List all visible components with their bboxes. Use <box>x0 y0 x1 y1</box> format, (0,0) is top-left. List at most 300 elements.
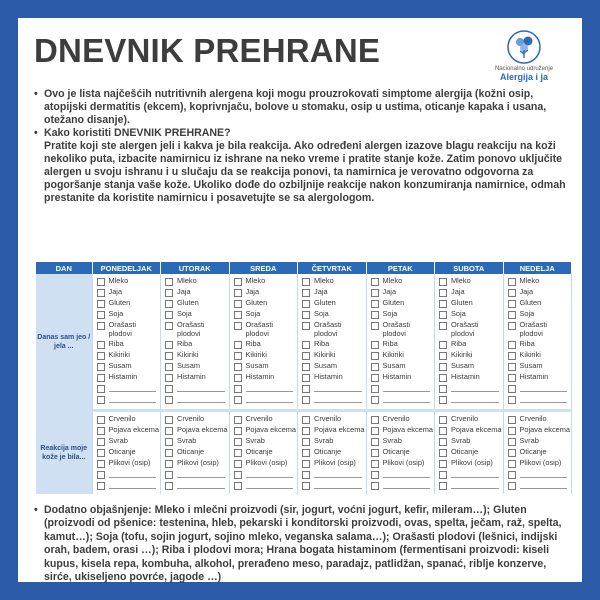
checkbox[interactable] <box>508 482 516 490</box>
checkbox[interactable] <box>97 482 105 490</box>
logo-name: Alergija i ja <box>499 72 549 82</box>
checkbox[interactable] <box>165 352 173 360</box>
header-day-3: SREDA <box>229 262 298 274</box>
checkbox[interactable] <box>302 449 310 457</box>
checkbox[interactable] <box>439 300 447 308</box>
item-label: Orašasti plodovi <box>382 320 411 338</box>
checkbox[interactable] <box>97 311 105 319</box>
checkbox[interactable] <box>508 341 516 349</box>
item-label: Histamin <box>177 372 206 382</box>
reaction-row-day-3 <box>229 412 298 494</box>
list-item <box>302 310 366 319</box>
item-label: Plikovi (osip) <box>382 458 425 468</box>
checkbox[interactable] <box>165 300 173 308</box>
blank-entry <box>97 384 161 393</box>
checkbox[interactable] <box>234 471 242 479</box>
checkbox[interactable] <box>371 449 379 457</box>
checkbox[interactable] <box>508 449 516 457</box>
blank-line[interactable] <box>314 470 362 478</box>
blank-line[interactable] <box>451 470 499 478</box>
blank-line[interactable] <box>246 470 294 478</box>
item-label: Gluten <box>451 298 473 307</box>
list-item <box>371 321 435 338</box>
list-item <box>439 351 503 360</box>
list-item <box>302 299 366 308</box>
blank-line[interactable] <box>383 481 431 489</box>
checkbox[interactable] <box>439 322 447 330</box>
item-label: Gluten <box>314 298 336 307</box>
checkbox[interactable] <box>302 300 310 308</box>
checkbox[interactable] <box>302 416 310 424</box>
checkbox[interactable] <box>439 460 447 468</box>
checkbox[interactable] <box>234 352 242 360</box>
blank-line[interactable] <box>177 470 225 478</box>
reaction-row-day-6 <box>435 412 504 494</box>
list-item <box>97 448 161 457</box>
list-item <box>165 299 229 308</box>
list-item <box>371 340 435 349</box>
item-label: Soja <box>519 309 535 318</box>
intro-text <box>34 88 572 205</box>
checkbox[interactable] <box>508 438 516 446</box>
checkbox[interactable] <box>165 278 173 286</box>
item-label: Riba <box>177 339 193 349</box>
header-day-2: UTORAK <box>161 262 230 274</box>
checkbox[interactable] <box>439 471 447 479</box>
item-label: Susam <box>177 361 201 371</box>
logo-subtitle: Nacionalno udruženje <box>494 66 554 72</box>
list-item <box>97 459 161 468</box>
item-label: Gluten <box>108 298 131 307</box>
checkbox[interactable] <box>371 289 379 297</box>
list-item <box>234 299 298 308</box>
checkbox[interactable] <box>439 385 447 393</box>
checkbox[interactable] <box>371 300 379 308</box>
item-label: Orašasti plodovi <box>451 320 479 338</box>
food-row-label: Danas sam jeo / jela ... <box>36 274 92 409</box>
list-item <box>439 373 503 382</box>
checkbox[interactable] <box>97 396 105 404</box>
blank-entry <box>97 470 161 479</box>
checkbox[interactable] <box>165 385 173 393</box>
checkbox[interactable] <box>234 396 242 404</box>
blank-line[interactable] <box>177 395 225 403</box>
blank-line[interactable] <box>109 481 157 489</box>
blank-line[interactable] <box>520 395 568 403</box>
item-label: Jaja <box>382 287 397 296</box>
checkbox[interactable] <box>302 289 310 297</box>
item-label: Svrab <box>314 436 334 446</box>
list-item <box>302 437 366 446</box>
list-item <box>508 459 572 468</box>
blank-line[interactable] <box>520 481 568 489</box>
checkbox[interactable] <box>97 341 105 349</box>
checkbox[interactable] <box>234 482 242 490</box>
blank-line[interactable] <box>314 481 362 489</box>
checkbox[interactable] <box>302 341 310 349</box>
item-label: Crvenilo <box>382 414 410 424</box>
checkbox[interactable] <box>234 289 242 297</box>
checkbox[interactable] <box>234 385 242 393</box>
list-item <box>371 299 435 308</box>
checkbox[interactable] <box>165 427 173 435</box>
checkbox[interactable] <box>234 341 242 349</box>
checkbox[interactable] <box>508 300 516 308</box>
checkbox[interactable] <box>165 482 173 490</box>
list-item <box>234 448 298 457</box>
checkbox[interactable] <box>439 278 447 286</box>
blank-entry <box>439 470 503 479</box>
item-label: Mleko <box>108 276 129 285</box>
checkbox[interactable] <box>371 396 379 404</box>
blank-entry <box>439 481 503 490</box>
checkbox[interactable] <box>508 471 516 479</box>
item-label: Orašasti plodovi <box>108 320 137 338</box>
item-label: Pojava ekcema <box>177 425 228 435</box>
list-item <box>439 426 503 435</box>
checkbox[interactable] <box>371 385 379 393</box>
checkbox[interactable] <box>508 289 516 297</box>
item-label: Histamin <box>382 372 412 382</box>
checkbox[interactable] <box>371 322 379 330</box>
item-label: Oticanje <box>177 447 205 457</box>
checkbox[interactable] <box>234 278 242 286</box>
checkbox[interactable] <box>97 471 105 479</box>
checkbox[interactable] <box>302 352 310 360</box>
checkbox[interactable] <box>165 374 173 382</box>
list-item <box>371 288 435 297</box>
list-item <box>234 459 298 468</box>
intro-bullet-2-title: Kako koristiti DNEVNIK PREHRANE? <box>44 127 231 139</box>
list-item <box>302 362 366 371</box>
checkbox[interactable] <box>234 322 242 330</box>
checkbox[interactable] <box>165 363 173 371</box>
checkbox[interactable] <box>234 374 242 382</box>
intro-bullet-1-text: Ovo je lista najčešćih nutritivnih alergena koji mogu prouzrokovati simptome alergija (kožni osip, atopijski dermatitis (ekcem), koprivnjaču, bolove u stomaku, osip u ustima, oticanje kapaka i usana, otežano disanje). <box>44 88 547 126</box>
checkbox[interactable] <box>439 311 447 319</box>
list-item <box>234 310 298 319</box>
item-label: Riba <box>519 339 535 349</box>
blank-line[interactable] <box>314 384 362 392</box>
blank-line[interactable] <box>314 395 362 403</box>
item-label: Gluten <box>519 298 542 307</box>
list-item <box>371 373 435 382</box>
item-label: Histamin <box>108 372 138 382</box>
list-item <box>371 362 435 371</box>
item-label: Mleko <box>177 276 197 285</box>
checkbox[interactable] <box>371 352 379 360</box>
blank-line[interactable] <box>520 470 568 478</box>
checkbox[interactable] <box>302 322 310 330</box>
food-row-day-5 <box>366 274 435 409</box>
item-label: Susam <box>451 361 475 371</box>
blank-entry <box>371 481 435 490</box>
item-label: Crvenilo <box>314 414 342 424</box>
checkbox[interactable] <box>508 278 516 286</box>
extra-notes: • Dodatno objašnjenje: Mleko i mlečni proizvodi (sir, jogurt, voćni jogurt, kefir, mileram…); Gluten (proizvodi od pšenice: testenina, hleb, pekarski i konditorski proizvodi, ovas, spelta, ječam, raž, spelta, kamut…); Soja (tofu, sojin jogurt, sojino mleko, veganska salama…); Orašasti plodovi (lešnici, indijski orah, badem, orasi …); Riba i plodovi mora; Hrana bogata histaminom (fermentisani proizvodi: kiseli kupus, kisela repa, kombuha, alkohol, prerađeno meso, paradajz, patlidžan, spanać, riblje konzerve, sirće, ukiseljeno povrće, jagode …) <box>34 504 574 584</box>
checkbox[interactable] <box>234 416 242 424</box>
blank-line[interactable] <box>109 384 157 392</box>
checkbox[interactable] <box>371 471 379 479</box>
checkbox[interactable] <box>97 289 105 297</box>
list-item <box>97 277 161 286</box>
checkbox[interactable] <box>302 438 310 446</box>
item-label: Kikiriki <box>314 350 336 360</box>
item-label: Histamin <box>519 372 549 382</box>
blank-line[interactable] <box>177 384 225 392</box>
list-item <box>234 373 298 382</box>
list-item <box>97 426 161 435</box>
checkbox[interactable] <box>97 416 105 424</box>
table-header-row <box>36 262 572 274</box>
checkbox[interactable] <box>302 396 310 404</box>
list-item <box>439 288 503 297</box>
checkbox[interactable] <box>165 438 173 446</box>
item-label: Crvenilo <box>177 414 205 424</box>
item-label: Plikovi (osip) <box>519 458 562 468</box>
checkbox[interactable] <box>371 416 379 424</box>
list-item <box>371 415 435 424</box>
food-row-day-3 <box>229 274 298 409</box>
list-item <box>508 288 572 297</box>
item-label: Pojava ekcema <box>451 425 502 435</box>
list-item <box>302 288 366 297</box>
checkbox[interactable] <box>508 385 516 393</box>
item-label: Crvenilo <box>108 414 136 424</box>
blank-line[interactable] <box>109 470 157 478</box>
checkbox[interactable] <box>234 427 242 435</box>
item-label: Svrab <box>245 436 265 446</box>
food-row-day-7 <box>503 274 572 409</box>
checkbox[interactable] <box>439 396 447 404</box>
checkbox[interactable] <box>508 460 516 468</box>
checkbox[interactable] <box>302 363 310 371</box>
checkbox[interactable] <box>234 460 242 468</box>
blank-entry <box>97 481 161 490</box>
checkbox[interactable] <box>97 322 105 330</box>
checkbox[interactable] <box>371 341 379 349</box>
list-item <box>97 415 161 424</box>
blank-entry <box>439 384 503 393</box>
item-label: Riba <box>314 339 330 349</box>
checkbox[interactable] <box>439 289 447 297</box>
list-item <box>371 351 435 360</box>
list-item <box>302 277 366 286</box>
checkbox[interactable] <box>371 363 379 371</box>
checkbox[interactable] <box>508 416 516 424</box>
checkbox[interactable] <box>302 374 310 382</box>
blank-line[interactable] <box>520 384 568 392</box>
blank-entry <box>165 470 229 479</box>
blank-line[interactable] <box>177 481 225 489</box>
list-item <box>439 299 503 308</box>
checkbox[interactable] <box>371 278 379 286</box>
blank-line[interactable] <box>451 481 499 489</box>
blank-line[interactable] <box>383 384 431 392</box>
list-item <box>508 415 572 424</box>
checkbox[interactable] <box>508 363 516 371</box>
checkbox[interactable] <box>165 449 173 457</box>
checkbox[interactable] <box>302 471 310 479</box>
blank-line[interactable] <box>383 395 431 403</box>
list-item <box>234 415 298 424</box>
diary-card <box>18 18 582 582</box>
checkbox[interactable] <box>371 460 379 468</box>
checkbox[interactable] <box>439 438 447 446</box>
list-item <box>97 362 161 371</box>
checkbox[interactable] <box>97 352 105 360</box>
list-item <box>302 426 366 435</box>
checkbox[interactable] <box>508 322 516 330</box>
checkbox[interactable] <box>439 427 447 435</box>
list-item <box>439 310 503 319</box>
blank-line[interactable] <box>246 481 294 489</box>
checkbox[interactable] <box>234 311 242 319</box>
logo <box>484 30 564 82</box>
blank-line[interactable] <box>451 395 499 403</box>
allergy-tree-logo-icon <box>507 30 541 64</box>
list-item <box>234 351 298 360</box>
checkbox[interactable] <box>508 374 516 382</box>
checkbox[interactable] <box>371 427 379 435</box>
checkbox[interactable] <box>371 374 379 382</box>
item-label: Kikiriki <box>177 350 199 360</box>
checkbox[interactable] <box>234 300 242 308</box>
checkbox[interactable] <box>371 482 379 490</box>
item-label: Svrab <box>451 436 471 446</box>
list-item <box>508 437 572 446</box>
checkbox[interactable] <box>439 352 447 360</box>
checkbox[interactable] <box>439 449 447 457</box>
blank-entry <box>371 470 435 479</box>
list-item <box>508 426 572 435</box>
item-label: Kikiriki <box>245 350 267 360</box>
checkbox[interactable] <box>302 482 310 490</box>
item-label: Oticanje <box>519 447 547 457</box>
item-label: Mleko <box>314 276 334 285</box>
checkbox[interactable] <box>302 460 310 468</box>
checkbox[interactable] <box>165 471 173 479</box>
list-item <box>371 459 435 468</box>
checkbox[interactable] <box>234 438 242 446</box>
item-label: Mleko <box>245 276 266 285</box>
food-row-day-4 <box>298 274 367 409</box>
item-label: Histamin <box>314 372 343 382</box>
checkbox[interactable] <box>97 300 105 308</box>
checkbox[interactable] <box>508 396 516 404</box>
checkbox[interactable] <box>302 311 310 319</box>
checkbox[interactable] <box>371 311 379 319</box>
intro-bullet-2-body: Pratite koji ste alergen jeli i kakva je bila reakcija. Ako određeni alergen izazove blagu reakciju na koži nekoliko puta, izbacite namirnicu iz ishrane na neko vreme i pratite stanje kože. Zatim ponovo uključite alergen u svoju ishranu i u slučaju da se reakcija ponovi, ta namirnica je verovatno odgovorna za pogoršanje stanja vaše kože. Ukoliko dođe do ozbiljnije reakcije nakon konzumiranja namirnice, odmah prestanite da koristite namirnicu i posavetujte se sa alergologom. <box>44 140 566 204</box>
list-item <box>97 373 161 382</box>
blank-line[interactable] <box>451 384 499 392</box>
blank-line[interactable] <box>109 395 157 403</box>
checkbox[interactable] <box>165 396 173 404</box>
checkbox[interactable] <box>371 438 379 446</box>
item-label: Jaja <box>108 287 123 296</box>
checkbox[interactable] <box>165 460 173 468</box>
checkbox[interactable] <box>97 460 105 468</box>
item-label: Svrab <box>177 436 197 446</box>
list-item <box>439 448 503 457</box>
list-item <box>439 340 503 349</box>
item-label: Gluten <box>177 298 199 307</box>
item-label: Jaja <box>245 287 260 296</box>
checkbox[interactable] <box>439 341 447 349</box>
checkbox[interactable] <box>97 438 105 446</box>
checkbox[interactable] <box>508 352 516 360</box>
list-item <box>508 351 572 360</box>
list-item <box>165 373 229 382</box>
blank-entry <box>302 384 366 393</box>
food-diary-table <box>36 262 572 494</box>
checkbox[interactable] <box>439 374 447 382</box>
item-label: Susam <box>382 361 406 371</box>
blank-entry <box>508 395 572 404</box>
item-label: Soja <box>382 309 398 318</box>
checkbox[interactable] <box>439 482 447 490</box>
list-item <box>234 426 298 435</box>
blank-entry <box>234 384 298 393</box>
item-label: Histamin <box>245 372 275 382</box>
table-row-reaction <box>36 412 572 494</box>
checkbox[interactable] <box>165 322 173 330</box>
item-label: Crvenilo <box>519 414 547 424</box>
checkbox[interactable] <box>234 363 242 371</box>
list-item <box>371 277 435 286</box>
checkbox[interactable] <box>97 363 105 371</box>
list-item <box>371 448 435 457</box>
list-item <box>165 288 229 297</box>
item-label: Orašasti plodovi <box>177 320 205 338</box>
item-label: Pojava ekcema <box>519 425 571 435</box>
checkbox[interactable] <box>165 341 173 349</box>
blank-entry <box>302 481 366 490</box>
list-item <box>508 373 572 382</box>
list-item <box>97 351 161 360</box>
checkbox[interactable] <box>97 385 105 393</box>
checkbox[interactable] <box>97 278 105 286</box>
blank-line[interactable] <box>383 470 431 478</box>
blank-entry <box>302 395 366 404</box>
checkbox[interactable] <box>439 363 447 371</box>
checkbox[interactable] <box>165 416 173 424</box>
list-item <box>302 448 366 457</box>
checkbox[interactable] <box>302 385 310 393</box>
checkbox[interactable] <box>302 427 310 435</box>
list-item <box>165 277 229 286</box>
checkbox[interactable] <box>508 427 516 435</box>
checkbox[interactable] <box>165 289 173 297</box>
list-item <box>234 437 298 446</box>
list-item <box>234 362 298 371</box>
blank-line[interactable] <box>246 395 294 403</box>
checkbox[interactable] <box>97 374 105 382</box>
list-item <box>97 321 161 338</box>
checkbox[interactable] <box>234 449 242 457</box>
blank-entry <box>165 395 229 404</box>
checkbox[interactable] <box>302 278 310 286</box>
checkbox[interactable] <box>165 311 173 319</box>
checkbox[interactable] <box>97 427 105 435</box>
blank-line[interactable] <box>246 384 294 392</box>
list-item <box>165 437 229 446</box>
blank-entry <box>165 384 229 393</box>
checkbox[interactable] <box>508 311 516 319</box>
checkbox[interactable] <box>97 449 105 457</box>
blank-entry <box>234 395 298 404</box>
checkbox[interactable] <box>439 416 447 424</box>
